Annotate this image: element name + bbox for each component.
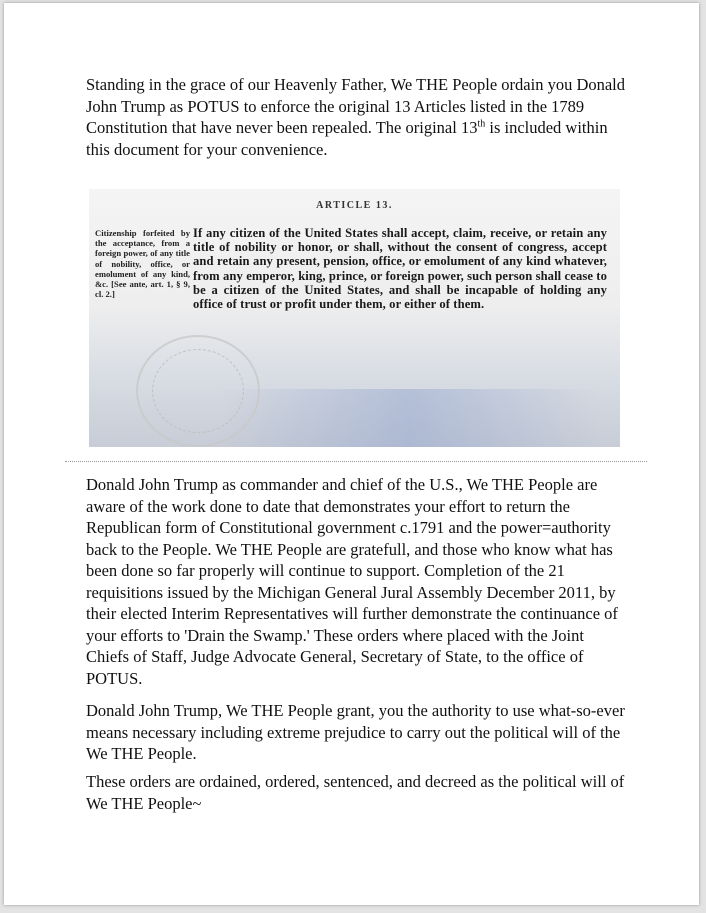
ordinal-suffix: th	[477, 118, 486, 130]
commander-paragraph: Donald John Trump as commander and chief of the U.S., We THE People are aware of the work done to date that demonstrates your effort to return the Republican form of Constitutional government c.1791 and the power=authority back to the People. We THE People are gratefull, and those who know what has been done so far properly will continue to support. Completion of the 21 requisitions issued by the Michigan General Jural Assembly December 2011, by their elected Interim Representatives will further demonstrate the continuance of your efforts to 'Drain the Swamp.' These orders where placed with the Joint Chiefs of Staff, Judge Advocate General, Secretary of State, to the office of POTUS.	[86, 475, 618, 688]
seal-ring	[152, 349, 244, 433]
article-body: If any citizen of the United States shall accept, claim, receive, or retain any title of nobility or honor, or shall, without the consent of congress, accept and retain any present, pension, office, or emolument of any kind whatever, from any emperor, king, prince, or foreign power, such person shall cease to be a citizen of the United States, and shall be incapable of holding any office of trust or profit under them, or either of them.	[193, 226, 607, 312]
article-title: ARTICLE 13.	[316, 200, 393, 211]
intro-paragraph	[86, 74, 626, 160]
section-divider	[65, 461, 647, 462]
authority-paragraph: Donald John Trump, We THE People grant, you the authority to use what-so-ever means necessary including extreme prejudice to carry out the political will of the We THE People.	[86, 701, 625, 763]
closing-paragraph: These orders are ordained, ordered, sentenced, and decreed as the political will of We THE People~	[86, 772, 625, 813]
document-page	[4, 3, 699, 905]
article-margin-note: Citizenship forfeited by the acceptance, from a foreign power, of any title of nobility, office, or emolument of any kind, &c. [See ante, art. 1, § 9, cl. 2.]	[95, 228, 190, 300]
intro-text-end: is included within this document for your convenience.	[86, 118, 608, 159]
article-13-scan-image	[89, 189, 620, 447]
scan-stain	[219, 389, 599, 447]
intro-text: Standing in the grace of our Heavenly Father, We THE People ordain you Donald John Trump as POTUS to enforce the original 13 Articles listed in the 1789 Constitution that have never been repealed. The original 13	[86, 75, 626, 137]
embossed-seal-icon	[136, 335, 260, 447]
